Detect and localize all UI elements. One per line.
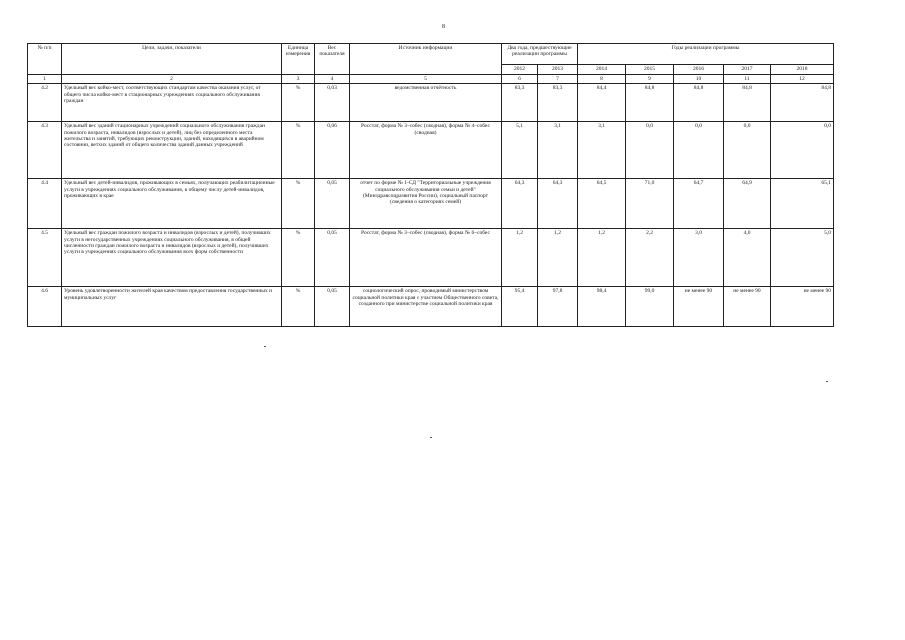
value-2017: 0,0 (724, 122, 771, 179)
column-number: 2 (62, 75, 282, 84)
indicator-text: Удельный вес детей-инвалидов, проживающих в семьях, получающих реабилитационные услуги в учреждениях социального обслуживания, к общему числу детей-инвалидов, проживающих в крае (62, 179, 282, 229)
source-text: ведомственная отчётность (350, 84, 502, 122)
value-2016: 84,8 (674, 84, 724, 122)
row-number: 4.6 (28, 287, 62, 327)
unit-value: % (282, 179, 315, 229)
header-prior-years: Два года, предшествующие реализации программы (502, 44, 578, 65)
column-number: 5 (350, 75, 502, 84)
header-year: 2012 (502, 65, 538, 75)
value-2014: 3,1 (578, 122, 626, 179)
weight-value: 0,06 (315, 122, 350, 179)
header-weight: Вес показателя (315, 44, 350, 75)
value-2012: 83,3 (502, 84, 538, 122)
value-2016: 3,0 (674, 229, 724, 287)
value-2018: 0,0 (771, 122, 834, 179)
table-row (28, 287, 834, 327)
value-2017: 64,9 (724, 179, 771, 229)
row-number: 4.4 (28, 179, 62, 229)
table-row (28, 84, 834, 122)
source-text: отчет по форме № 1-СД "Территориальные учреждения социального обслуживания семьи и детей" (Минздравсоцразвития России), социальный паспорт (сведения о категориях семей) (350, 179, 502, 229)
value-2016: 64,7 (674, 179, 724, 229)
header-year: 2013 (538, 65, 578, 75)
scan-speck (264, 346, 266, 347)
header-year: 2015 (626, 65, 674, 75)
row-number: 4.3 (28, 122, 62, 179)
value-2014: 84,4 (578, 84, 626, 122)
header-year: 2014 (578, 65, 626, 75)
weight-value: 0,05 (315, 179, 350, 229)
value-2012: 5,1 (502, 122, 538, 179)
value-2013: 1,2 (538, 229, 578, 287)
indicator-text: Удельный вес койко-мест, соответствующих стандартам качества оказания услуг, от общего числа койко-мест в стационарных учреждениях социального обслуживания граждан (62, 84, 282, 122)
value-2015: 84,8 (626, 84, 674, 122)
value-2013: 3,1 (538, 122, 578, 179)
table-row (28, 179, 834, 229)
header-year: 2016 (674, 65, 724, 75)
column-number: 1 (28, 75, 62, 84)
source-text: Росстат, форма № 3–собес (сводная), форма № 6–собес (350, 229, 502, 287)
column-number: 3 (282, 75, 315, 84)
column-number: 8 (578, 75, 626, 84)
value-2015: 71,0 (626, 179, 674, 229)
value-2014: 64,5 (578, 179, 626, 229)
indicators-table (27, 43, 834, 327)
value-2012: 64,3 (502, 179, 538, 229)
value-2018: не менее 90 (771, 287, 834, 327)
value-2018: 84,8 (771, 84, 834, 122)
column-number: 4 (315, 75, 350, 84)
value-2018: 5,0 (771, 229, 834, 287)
table-row (28, 229, 834, 287)
row-number: 4.2 (28, 84, 62, 122)
value-2013: 83,3 (538, 84, 578, 122)
value-2017: 4,0 (724, 229, 771, 287)
column-number: 11 (724, 75, 771, 84)
value-2015: 2,2 (626, 229, 674, 287)
value-2016: не менее 90 (674, 287, 724, 327)
value-2015: 0,0 (626, 122, 674, 179)
value-2018: 65,1 (771, 179, 834, 229)
value-2014: 1,2 (578, 229, 626, 287)
weight-value: 0,05 (315, 229, 350, 287)
value-2017: 84,8 (724, 84, 771, 122)
unit-value: % (282, 84, 315, 122)
value-2012: 95,4 (502, 287, 538, 327)
header-year: 2018 (771, 65, 834, 75)
header-program-years: Годы реализации программы (578, 44, 834, 65)
value-2013: 64,3 (538, 179, 578, 229)
value-2012: 1,2 (502, 229, 538, 287)
column-number: 10 (674, 75, 724, 84)
value-2013: 97,8 (538, 287, 578, 327)
value-2017: не менее 90 (724, 287, 771, 327)
weight-value: 0,05 (315, 287, 350, 327)
column-number: 9 (626, 75, 674, 84)
header-num: № п/п (28, 44, 62, 75)
header-goals: Цели, задачи, показатели (62, 44, 282, 75)
unit-value: % (282, 122, 315, 179)
unit-value: % (282, 287, 315, 327)
scan-speck (430, 437, 432, 438)
header-unit: Единица измерения (282, 44, 315, 75)
scan-speck (826, 381, 828, 382)
column-number: 7 (538, 75, 578, 84)
value-2015: 99,0 (626, 287, 674, 327)
header-year: 2017 (724, 65, 771, 75)
table-row (28, 122, 834, 179)
header-source: Источник информации (350, 44, 502, 75)
row-number: 4.5 (28, 229, 62, 287)
indicator-text: Уровень удовлетворенности жителей края качеством предоставления государственных и муниципальных услуг (62, 287, 282, 327)
unit-value: % (282, 229, 315, 287)
indicator-text: Удельный вес зданий стационарных учреждений социального обслуживания граждан пожилого возраста, инвалидов (взрослых и детей), лиц без определенного места жительства и занятий, требующих реконструкции, зданий, находящихся в аварийном состоянии, ветхих зданий от общего количества зданий данных учреждений (62, 122, 282, 179)
weight-value: 0,03 (315, 84, 350, 122)
column-number: 6 (502, 75, 538, 84)
page-number: 8 (442, 24, 445, 30)
value-2014: 98,4 (578, 287, 626, 327)
value-2016: 0,0 (674, 122, 724, 179)
source-text: Росстат, форма № 3–собес (сводная), форма № 4–собес (сводная) (350, 122, 502, 179)
indicator-text: Удельный вес граждан пожилого возраста и инвалидов (взрослых и детей), получивших услуги в негосударственных учреждениях социального обслуживания, в общей численности граждан пожилого возраста и инвалидов (взрослых и детей), получивших услуги в учреждениях социального обслуживания всех форм собственности (62, 229, 282, 287)
column-number: 12 (771, 75, 834, 84)
source-text: социологический опрос, проводимый министерством социальной политики края с участием Общественного совета, созданного при министерстве социальной политики края (350, 287, 502, 327)
